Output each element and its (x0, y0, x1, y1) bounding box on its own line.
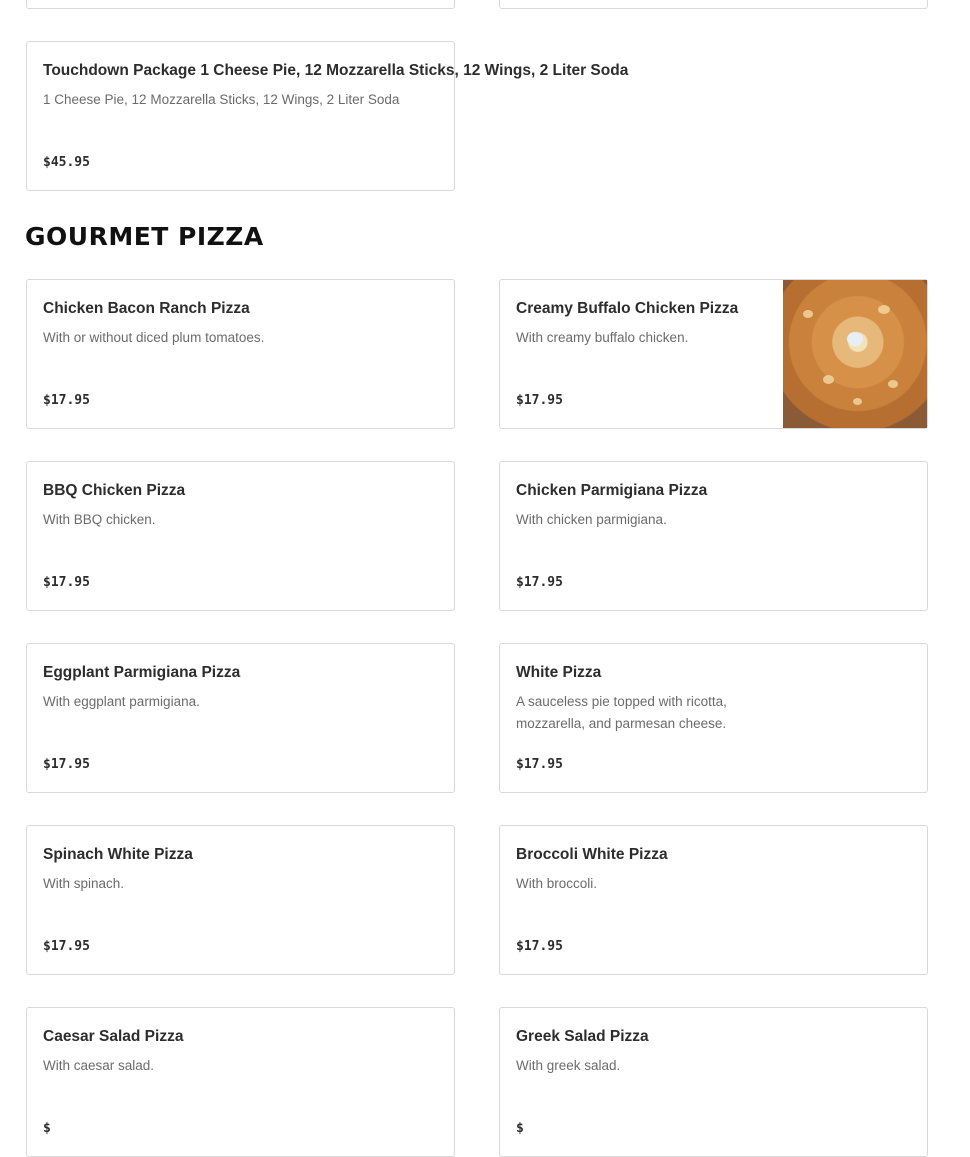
item-price: $17.95 (43, 939, 90, 954)
item-price: $ (516, 1121, 524, 1136)
item-description: 1 Cheese Pie, 12 Mozzarella Sticks, 12 Wings, 2 Liter Soda (43, 92, 400, 107)
topping-speck (803, 310, 813, 318)
menu-item-greek-salad[interactable] (499, 1007, 928, 1157)
menu-item-bbq-chicken[interactable] (26, 461, 455, 611)
item-description: With greek salad. (516, 1058, 621, 1073)
item-description: With or without diced plum tomatoes. (43, 330, 265, 345)
item-name: Touchdown Package 1 Cheese Pie, 12 Mozzarella Sticks, 12 Wings, 2 Liter Soda (43, 62, 629, 79)
item-description-line: mozzarella, and parmesan cheese. (516, 716, 727, 731)
item-name: Eggplant Parmigiana Pizza (43, 664, 241, 681)
item-description-line: A sauceless pie topped with ricotta, (516, 694, 727, 709)
menu-item-spinach-white[interactable] (26, 825, 455, 975)
item-price: $17.95 (516, 757, 563, 772)
item-name: Chicken Parmigiana Pizza (516, 482, 708, 499)
menu-item-chicken-bacon-ranch[interactable] (26, 279, 455, 429)
item-name: Creamy Buffalo Chicken Pizza (516, 300, 739, 317)
menu-item-caesar-salad[interactable] (26, 1007, 455, 1157)
topping-speck (888, 380, 898, 388)
pizza-photo (783, 280, 927, 428)
item-price: $17.95 (43, 393, 90, 408)
section-title-gourmet-pizza: GOURMET PIZZA (25, 222, 264, 251)
item-name: Chicken Bacon Ranch Pizza (43, 300, 250, 317)
item-name: White Pizza (516, 664, 602, 681)
item-name: Broccoli White Pizza (516, 846, 668, 863)
item-price: $ (43, 1121, 51, 1136)
item-price: $17.95 (43, 575, 90, 590)
menu-item-eggplant-parmigiana[interactable] (26, 643, 455, 793)
item-description: With chicken parmigiana. (516, 512, 667, 527)
item-name: BBQ Chicken Pizza (43, 482, 186, 499)
menu-item-card-partial-left[interactable] (26, 0, 455, 9)
item-description: With eggplant parmigiana. (43, 694, 200, 709)
menu-item-broccoli-white[interactable] (499, 825, 928, 975)
menu-item-creamy-buffalo-chicken[interactable] (499, 279, 928, 429)
item-price: $17.95 (43, 757, 90, 772)
item-description: With BBQ chicken. (43, 512, 156, 527)
item-description: With spinach. (43, 876, 125, 891)
menu-item-white-pizza[interactable] (499, 643, 928, 793)
item-name: Greek Salad Pizza (516, 1028, 649, 1045)
menu-item-card-partial-right[interactable] (499, 0, 928, 9)
topping-speck (823, 375, 834, 384)
item-name: Caesar Salad Pizza (43, 1028, 184, 1045)
item-price: $17.95 (516, 575, 563, 590)
item-price: $17.95 (516, 939, 563, 954)
item-description: With caesar salad. (43, 1058, 155, 1073)
item-price: $45.95 (43, 155, 90, 170)
menu-item-chicken-parmigiana[interactable] (499, 461, 928, 611)
item-name: Spinach White Pizza (43, 846, 193, 863)
item-description: With broccoli. (516, 876, 598, 891)
item-description (516, 691, 727, 735)
topping-speck (853, 398, 862, 405)
item-description: With creamy buffalo chicken. (516, 330, 689, 345)
item-price: $17.95 (516, 393, 563, 408)
pizza-saver (847, 332, 863, 346)
topping-speck (878, 305, 890, 314)
menu-item-touchdown-package[interactable] (26, 41, 629, 191)
